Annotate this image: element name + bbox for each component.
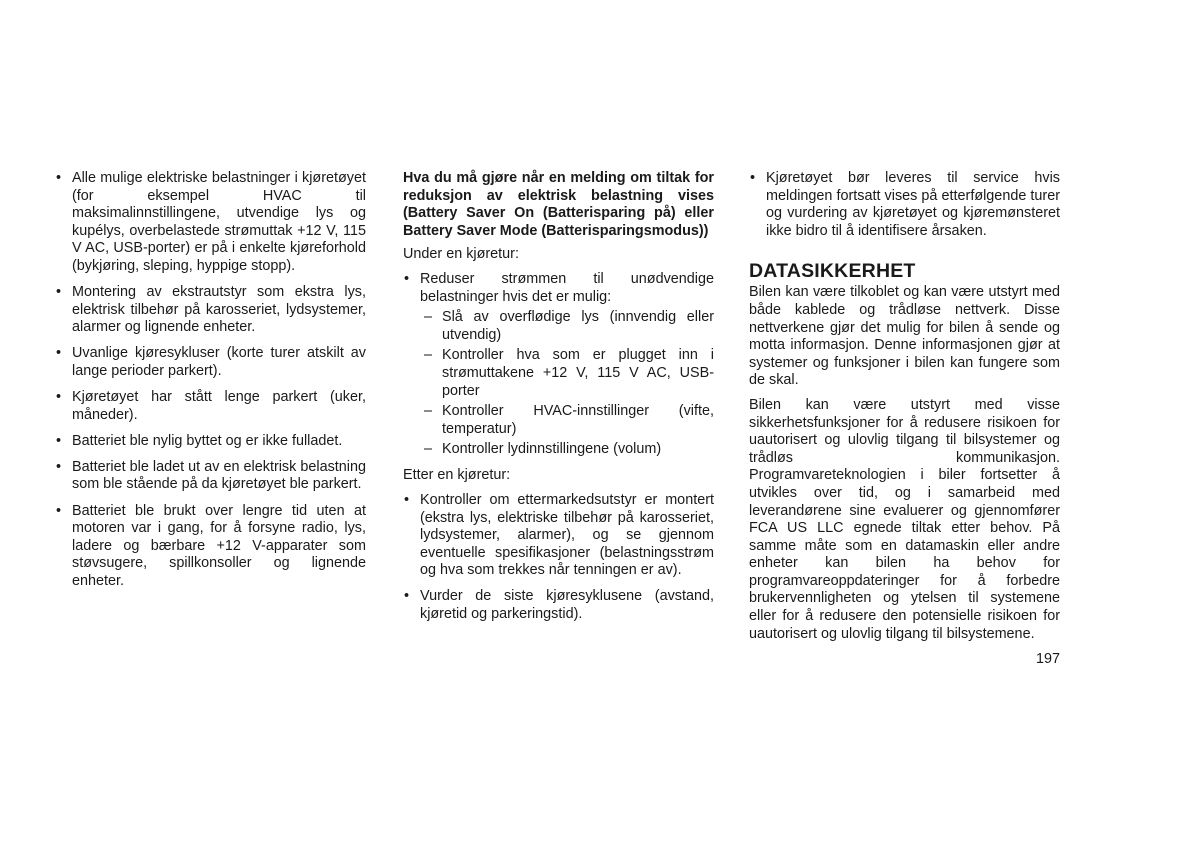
sub-list-item-text: Kontroller HVAC-innstillinger (vifte, temperatur): [442, 403, 714, 437]
list-item-text: Kontroller om ettermarkedsutstyr er montert (ekstra lys, elektriske tilbehør på karosseriet, lydsystemer, alarmer), og se gjennom eventuelle spesifikasjoner (belastningsstrøm og hva som trekkes når tenningen er av).: [420, 492, 714, 579]
list-item-text: Reduser strømmen til unødvendige belastninger hvis det er mulig:: [420, 270, 714, 305]
dash-icon: –: [424, 441, 433, 458]
bullet-icon: •: [56, 458, 62, 475]
list-item: [55, 170, 366, 276]
bullet-icon: •: [404, 492, 410, 508]
list-item-text: Alle mulige elektriske belastninger i kjøretøyet (for eksempel HVAC til maksimalinnstillingene, utvendige lys og kupélys, overbelastede strømuttak +12 V, 115 V AC, USB-porter) er på i enkelte kjøreforhold (bykjøring, sleping, hyppige stopp).: [72, 170, 366, 274]
paragraph: Bilen kan være utstyrt med visse sikkerhetsfunksjoner for å redusere risikoen for uautorisert og ulovlig tilgang til bilsystemer og trådløs kommunikasjon. Programvareteknologien i biler fortsetter å utvikles over tid, og i samarbeid med leverandørene sine evaluerer og gjennomfører FCA US LLC egnede tiltak etter behov. På samme måte som en datamaskin eller andre enheter kan bilen ha behov for programvareoppdateringer for å forbedre brukervennligheten og ytelsen til systemene eller for å redusere den potensielle risikoen for uautorisert og ulovlig tilgang til bilsystemene.: [749, 396, 1060, 642]
sub-list-item: [420, 309, 714, 344]
paragraph: Bilen kan være tilkoblet og kan være utstyrt med både kablede og trådløse nettverk. Disse nettverkene gjør det mulig for bilen å sende og motta informasjon. Denne informasjonen gjør at systemer og funksjoner i bilen kan fungere som de skal.: [749, 284, 1060, 389]
list-item: [55, 433, 366, 451]
bullet-icon: •: [56, 502, 62, 519]
bullet-icon: •: [404, 588, 410, 605]
after-trip-label: Etter en kjøretur:: [403, 467, 511, 484]
service-list: [749, 170, 1060, 240]
list-item-text: Uvanlige kjøresykluser (korte turer atskilt av lange perioder parkert).: [72, 345, 366, 379]
sub-list-item: [420, 441, 714, 459]
list-item: [55, 345, 366, 380]
page-number: 197: [1035, 651, 1060, 667]
list-item: [55, 459, 366, 494]
dash-icon: –: [424, 347, 433, 364]
bullet-icon: •: [404, 270, 410, 287]
list-item: [55, 389, 366, 424]
list-item: [403, 588, 714, 623]
list-item: [55, 284, 366, 337]
sub-list-item-text: Kontroller hva som er plugget inn i strømuttakene +12 V, 115 V AC, USB-porter: [442, 347, 714, 399]
bullet-icon: •: [56, 284, 62, 301]
list-item-text: Kjøretøyet bør leveres til service hvis meldingen fortsatt vises på etterfølgende turer og vurdering av kjøretøyet og kjøremønsteret ikke bidro til å identifisere årsaken.: [766, 170, 1060, 239]
sub-steps-list: [420, 309, 714, 459]
dash-icon: –: [424, 403, 433, 420]
list-item-text: Batteriet ble nylig byttet og er ikke fulladet.: [72, 432, 343, 449]
bullet-icon: •: [56, 345, 62, 362]
conditions-list: [55, 170, 366, 590]
list-item: [403, 492, 714, 580]
bullet-icon: •: [750, 170, 756, 186]
list-item: [403, 271, 714, 459]
during-trip-list: [403, 271, 714, 459]
sub-list-item-text: Kontroller lydinnstillingene (volum): [442, 441, 662, 458]
sub-list-item: [420, 403, 714, 438]
column-left: [55, 170, 366, 599]
battery-saver-heading: Hva du må gjøre når en melding om tiltak for reduksjon av elektrisk belastning vises (Battery Saver On (Batterisparing på) eller Battery Saver Mode (Batterisparingsmodus)): [403, 170, 714, 239]
dash-icon: –: [424, 309, 433, 326]
list-item-text: Batteriet ble ladet ut av en elektrisk belastning som ble stående på da kjøretøyet ble parkert.: [72, 458, 366, 493]
list-item-text: Montering av ekstrautstyr som ekstra lys, elektrisk tilbehør på karosseriet, lydsystemer, alarmer og lignende enheter.: [72, 284, 366, 336]
sub-list-item: [420, 347, 714, 400]
column-middle: [403, 170, 714, 632]
list-item-text: Kjøretøyet har stått lenge parkert (uker, måneder).: [72, 389, 366, 423]
list-item-text: Batteriet ble brukt over lengre tid uten at motoren var i gang, for å forsyne radio, lys, ladere og bærbare +12 V-apparater som støvsugere, spillkonsoller og lignende enheter.: [72, 502, 366, 589]
bullet-icon: •: [56, 432, 62, 449]
during-trip-label: Under en kjøretur:: [403, 246, 519, 263]
after-trip-list: [403, 492, 714, 624]
bullet-icon: •: [56, 170, 62, 186]
list-item: [55, 503, 366, 591]
list-item: [749, 170, 1060, 240]
section-title: DATASIKKERHET: [749, 260, 916, 283]
list-item-text: Vurder de siste kjøresyklusene (avstand, kjøretid og parkeringstid).: [420, 588, 714, 623]
bullet-icon: •: [56, 389, 62, 406]
sub-list-item-text: Slå av overflødige lys (innvendig eller utvendig): [442, 309, 714, 343]
column-right: [749, 170, 1060, 650]
